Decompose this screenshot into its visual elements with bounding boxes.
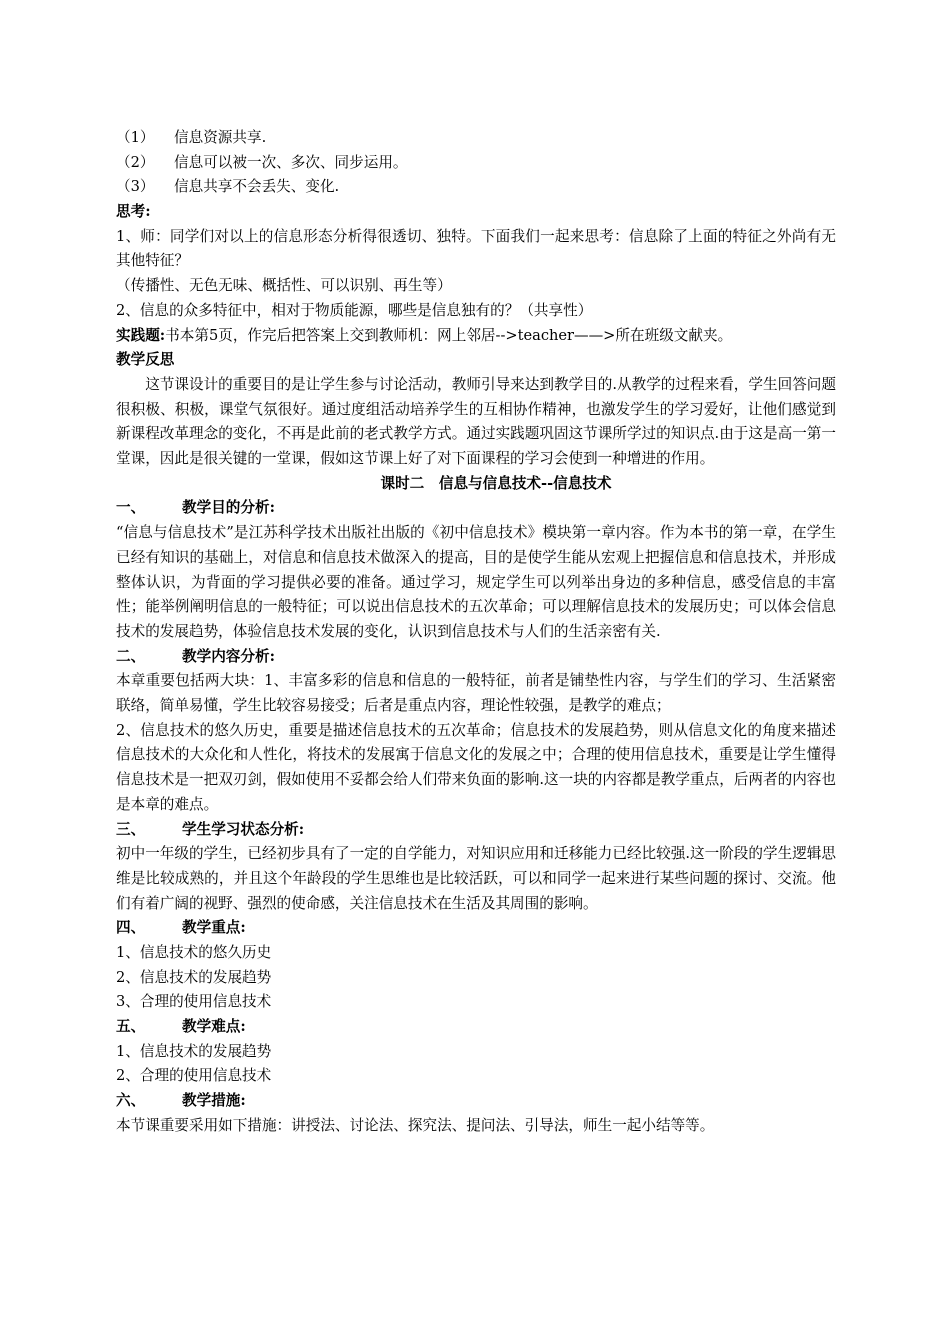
section-body: 初中一年级的学生，已经初步具有了一定的自学能力，对知识应用和迁移能力已经比较强.这一阶段的学生逻辑思维是比较成熟的，并且这个年龄段的学生思维也是比较活跃，可以和同学一起来进行某些问题的探讨、交流。他们有着广阔的视野、强烈的使命感，关注信息技术在生活及其周围的影响。 <box>116 845 836 912</box>
section-body: 2、信息技术的悠久历史，重要是描述信息技术的五次革命；信息技术的发展趋势，则从信息文化的角度来描述信息技术的大众化和人性化，将技术的发展寓于信息文化的发展之中；合理的使用信息技术，重要是让学生懂得信息技术是一把双刃剑，假如使用不妥都会给人们带来负面的影响.这一块的内容都是教学重点，后两者的内容也是本章的难点。 <box>116 721 836 813</box>
practice-line <box>116 324 836 349</box>
section-title: 学生学习状态分析: <box>182 820 305 838</box>
section-number: 六、 <box>116 1092 146 1110</box>
section-title: 教学内容分析: <box>182 647 275 665</box>
section-heading <box>116 818 836 843</box>
section-number: 二、 <box>116 647 146 665</box>
think-heading: 思考: <box>116 203 151 221</box>
section-title: 教学难点: <box>182 1018 246 1036</box>
list-item: 2、信息技术的发展趋势 <box>116 968 272 986</box>
item-number: （2） <box>116 153 155 171</box>
lesson-title: 课时二 信息与信息技术--信息技术 <box>380 474 612 492</box>
list-item: 2、合理的使用信息技术 <box>116 1067 272 1085</box>
practice-text: 书本第5页，作完后把答案上交到教师机：网上邻居-->teacher——>所在班级文献夹。 <box>165 326 733 344</box>
item-text: 信息可以被一次、多次、同步运用。 <box>174 153 408 171</box>
section-title: 教学重点: <box>182 919 246 937</box>
section-body: “信息与信息技术”是江苏科学技术出版社出版的《初中信息技术》模块第一章内容。作为本书的第一章，在学生已经有知识的基础上，对信息和信息技术做深入的提高，目的是使学生能从宏观上把握信息和信息技术，并形成整体认识，为背面的学习提供必要的准备。通过学习，规定学生可以列举出身边的多种信息，感受信息的丰富性；能举例阐明信息的一般特征；可以说出信息技术的五次革命；可以理解信息技术的发展历史；可以体会信息技术的发展趋势，体验信息技术发展的变化，认识到信息技术与人们的生活亲密有关. <box>116 524 836 640</box>
item-number: （3） <box>116 178 155 196</box>
item-number: （1） <box>116 129 155 146</box>
item-text: 信息资源共享. <box>174 129 267 146</box>
section-body: 本章重要包括两大块：1、丰富多彩的信息和信息的一般特征，前者是铺垫性内容，与学生们的学习、生活紧密联络，简单易懂，学生比较容易接受；后者是重点内容，理论性较强，是教学的难点； <box>116 672 836 714</box>
practice-label: 实践题: <box>116 326 166 344</box>
list-item <box>116 175 836 200</box>
list-item: 1、信息技术的发展趋势 <box>116 1042 272 1060</box>
section-number: 一、 <box>116 499 146 517</box>
section-title: 教学目的分析: <box>182 499 275 517</box>
think-answer-1: （传播性、无色无味、概括性、可以识别、再生等） <box>116 277 452 295</box>
section-number: 五、 <box>116 1018 146 1036</box>
section-title: 教学措施: <box>182 1092 246 1110</box>
think-question-1: 1、师：同学们对以上的信息形态分析得很透切、独特。下面我们一起来思考：信息除了上面的特征之外尚有无其他特征？ <box>116 227 836 270</box>
document-body <box>116 126 836 1139</box>
section-heading <box>116 1015 836 1040</box>
think-question-2: 2、信息的众多特征中，相对于物质能源，哪些是信息独有的？（共享性） <box>116 301 593 319</box>
section-heading <box>116 1089 836 1114</box>
section-number: 四、 <box>116 919 146 937</box>
section-body: 本节课重要采用如下措施：讲授法、讨论法、探究法、提问法、引导法，师生一起小结等等。 <box>116 1116 715 1134</box>
list-item <box>116 151 836 176</box>
section-number: 三、 <box>116 820 146 838</box>
section-heading <box>116 496 836 521</box>
list-item <box>116 126 836 151</box>
reflection-heading: 教学反思 <box>116 351 175 369</box>
list-item: 3、合理的使用信息技术 <box>116 993 272 1011</box>
section-heading <box>116 645 836 670</box>
list-item: 1、信息技术的悠久历史 <box>116 944 272 961</box>
section-heading <box>116 916 836 941</box>
item-text: 信息共享不会丢失、变化. <box>174 178 340 196</box>
reflection-text: 这节课设计的重要目的是让学生参与讨论活动，教师引导来达到教学目的.从教学的过程来看，学生回答问题很积极、积极，课堂气氛很好。通过度组活动培养学生的互相协作精神，也激发学生的学习爱好，让他们感觉到新课程改革理念的变化，不再是此前的老式教学方式。通过实践题巩固这节课所学过的知识点.由于这是高一第一堂课，因此是很关键的一堂课，假如这节课上好了对下面课程的学习会使到一种增进的作用。 <box>116 375 836 468</box>
